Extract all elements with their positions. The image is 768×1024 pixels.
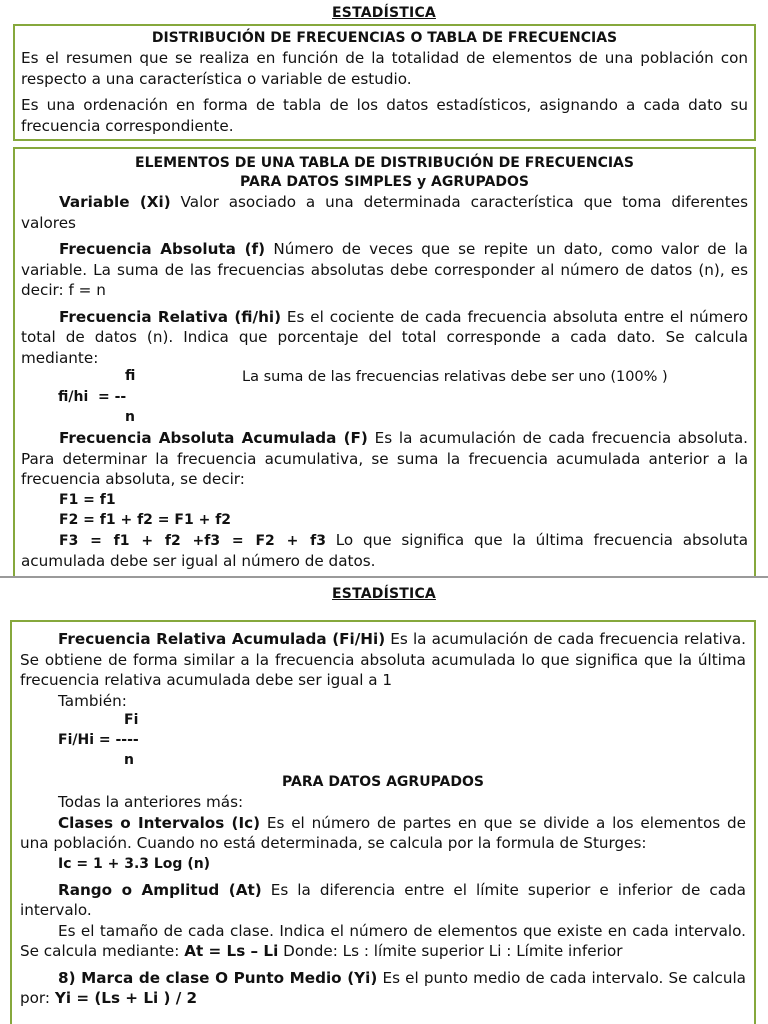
page-header: ESTADÍSTICA <box>332 586 436 602</box>
range-definition <box>20 880 746 921</box>
definition-paragraph: Es una ordenación en forma de tabla de los datos estadísticos, asignando a cada dato su frecuencia correspondiente. <box>21 96 748 135</box>
term: Frecuencia Relativa (fi/hi) <box>59 307 282 326</box>
term-definition: Es el cociente de cada frecuencia absoluta entre el número total de datos (n). Indica que porcentaje del total corresponde a cada dato. Se calcula mediante: <box>21 307 748 367</box>
equation-f2: F2 = f1 + f2 = F1 + f2 <box>59 511 232 528</box>
definition-box <box>13 24 756 141</box>
term-definition: Es el número de partes en que se divide a los elementos de una población. Cuando no está determinada, se calcula por la formula de Sturges: <box>20 813 747 852</box>
page-2 <box>0 578 768 1024</box>
absolute-frequency-definition <box>21 239 748 301</box>
classes-definition <box>20 813 746 854</box>
intro-text: Todas la anteriores más: <box>58 793 244 811</box>
grouped-data-box <box>10 620 756 1024</box>
term: Variable (Xi) <box>59 193 171 211</box>
equation-f1: F1 = f1 <box>59 491 116 508</box>
cumulative-relative-frequency-formula <box>20 711 746 771</box>
elements-box <box>13 147 756 578</box>
relative-frequency-definition <box>21 307 748 369</box>
also-label: También: <box>58 691 127 710</box>
term: Clases o Intervalos (Ic) <box>58 813 261 832</box>
formula-lhs: Fi/Hi = ---- <box>58 732 139 748</box>
term: Frecuencia Absoluta Acumulada (F) <box>59 429 368 447</box>
term-definition: Es la diferencia entre el límite superior e inferior de cada intervalo. <box>20 880 746 919</box>
box-title: ELEMENTOS DE UNA TABLA DE DISTRIBUCIÓN DE FRECUENCIAS <box>135 155 634 171</box>
equation-f3-paragraph <box>21 530 748 572</box>
midpoint-formula: Yi = (Ls + Li ) / 2 <box>54 989 198 1007</box>
page-header: ESTADÍSTICA <box>332 5 436 21</box>
term: Frecuencia Relativa Acumulada (Fi/Hi) <box>58 630 386 648</box>
cumulative-absolute-frequency-definition <box>21 428 748 490</box>
formula-denominator: n <box>125 409 135 425</box>
formula-note: La suma de las frecuencias relativas debe ser uno (100% ) <box>242 369 668 385</box>
equation-f3: F3 = f1 + f2 +f3 = F2 + f3 <box>59 532 326 549</box>
term-definition: Es la acumulación de cada frecuencia relativa. Se obtiene de forma similar a la frecuencia absoluta acumulada lo que significa que la última frecuencia relativa acumulada debe ser igual a 1 <box>20 630 746 689</box>
definition-paragraph: Es el resumen que se realiza en función de la totalidad de elementos de una población con respecto a una característica o variable de estudio. <box>21 49 748 88</box>
term: 8) Marca de clase O Punto Medio (Yi) <box>58 968 378 987</box>
term-definition: Valor asociado a una determinada característica que toma diferentes valores <box>21 193 748 232</box>
term: Rango o Amplitud (At) <box>58 880 262 899</box>
relative-frequency-formula <box>21 368 748 428</box>
sturges-formula: Ic = 1 + 3.3 Log (n) <box>58 855 211 872</box>
formula-denominator: n <box>124 752 134 768</box>
box-subtitle: PARA DATOS SIMPLES y AGRUPADOS <box>240 174 529 190</box>
class-size-definition <box>20 921 746 962</box>
section-title: PARA DATOS AGRUPADOS <box>282 774 484 790</box>
term-definition: Es el punto medio de cada intervalo. Se calcula por: <box>20 968 746 1007</box>
formula-numerator: fi <box>125 368 136 384</box>
term: Frecuencia Absoluta (f) <box>59 240 266 258</box>
formula-numerator: Fi <box>124 712 139 728</box>
term-definition: Número de veces que se repite un dato, como valor de la variable. La suma de las frecuencias absolutas debe corresponder al número de datos (n), es decir: f = n <box>21 240 748 299</box>
cumulative-relative-frequency-definition <box>20 629 746 691</box>
term-definition: Es el tamaño de cada clase. Indica el número de elementos que existe en cada intervalo. Se calcula mediante: <box>20 921 746 960</box>
equation-f3-explanation: Lo que significa que la última frecuencia absoluta acumulada debe ser igual al número de datos. <box>21 530 748 570</box>
amplitude-formula: At = Ls – Li <box>184 942 279 960</box>
term-definition: Es la acumulación de cada frecuencia absoluta. Para determinar la frecuencia acumulativa, se suma la frecuencia acumulada anterior a la frecuencia absoluta, se decir: <box>21 429 748 488</box>
formula-lhs: fi/hi = -- <box>58 389 127 405</box>
formula-legend: Donde: Ls : límite superior Li : Límite inferior <box>278 942 623 960</box>
box-title: DISTRIBUCIÓN DE FRECUENCIAS O TABLA DE FRECUENCIAS <box>151 30 618 46</box>
variable-definition <box>21 192 748 233</box>
class-mark-definition <box>20 968 746 1009</box>
